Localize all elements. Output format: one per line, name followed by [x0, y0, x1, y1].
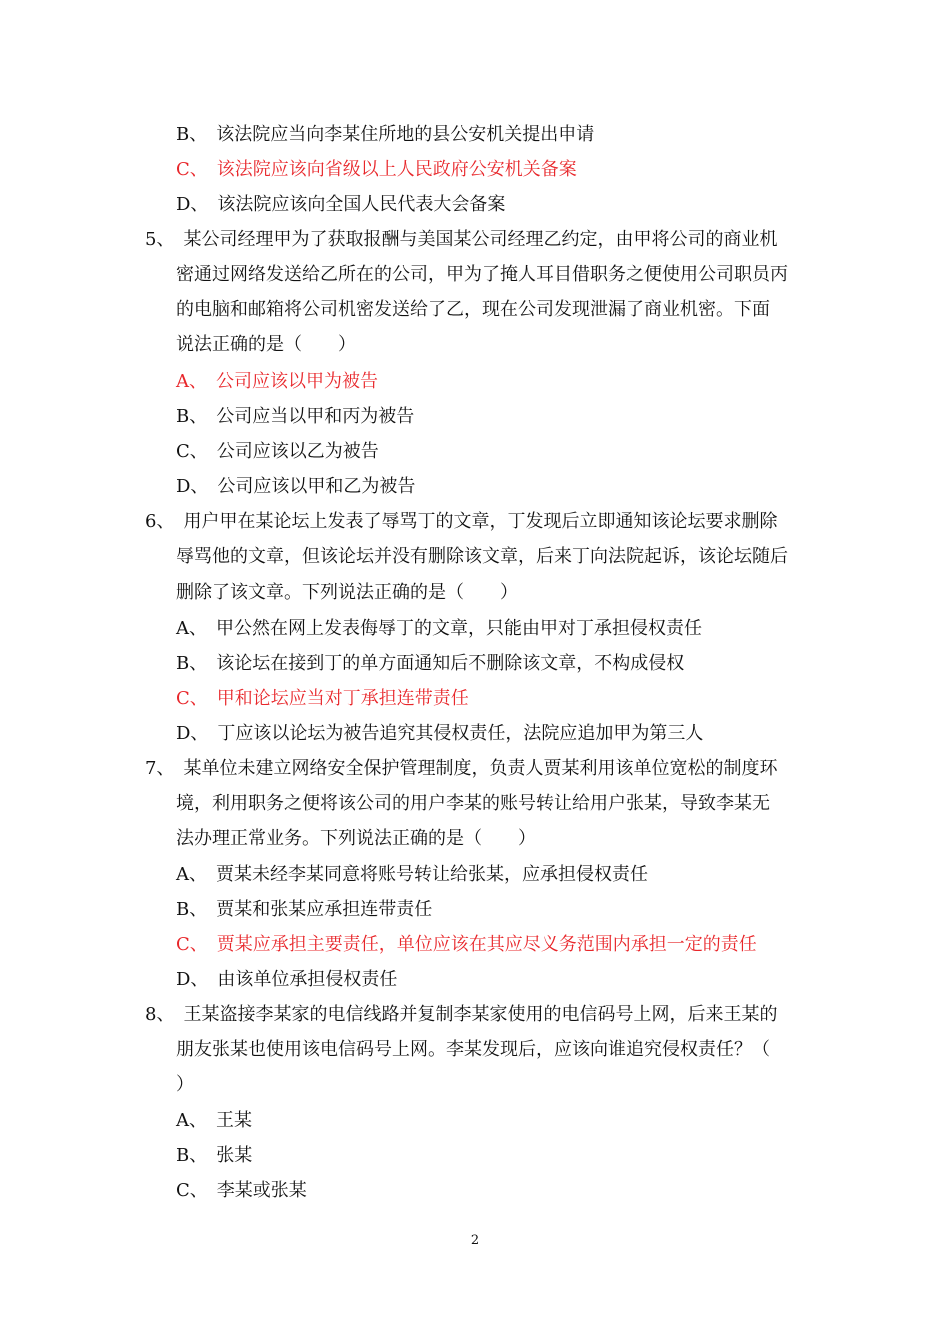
- text-line: 法办理正常业务。下列说法正确的是（ ）: [176, 828, 536, 849]
- text-line: C、 公司应该以乙为被告: [176, 441, 379, 462]
- text-line: 境，利用职务之便将该公司的用户李某的账号转让给用户张某，导致李某无: [176, 793, 770, 814]
- text-line: D、 公司应该以甲和乙为被告: [176, 476, 416, 497]
- text-line: C、 李某或张某: [176, 1180, 307, 1201]
- text-line: ）: [176, 1074, 194, 1095]
- answer-line-highlighted: C、 甲和论坛应当对丁承担连带责任: [176, 688, 469, 709]
- text-line: 8、 王某盗接李某家的电信线路并复制李某家使用的电信码号上网，后来王某的: [145, 1004, 778, 1025]
- text-line: 删除了该文章。下列说法正确的是（ ）: [176, 582, 518, 603]
- text-line: 5、 某公司经理甲为了获取报酬与美国某公司经理乙约定，由甲将公司的商业机: [145, 229, 778, 250]
- text-line: B、 该论坛在接到丁的单方面通知后不删除该文章，不构成侵权: [176, 653, 685, 674]
- text-line: 7、 某单位未建立网络安全保护管理制度，负责人贾某利用该单位宽松的制度环: [145, 758, 778, 779]
- text-line: A、 王某: [176, 1110, 252, 1131]
- text-line: 密通过网络发送给乙所在的公司，甲为了掩人耳目借职务之便使用公司职员丙: [176, 264, 788, 285]
- text-line: D、 由该单位承担侵权责任: [176, 969, 398, 990]
- text-line: 的电脑和邮箱将公司机密发送给了乙，现在公司发现泄漏了商业机密。下面: [176, 299, 770, 320]
- page-number: 2: [470, 1233, 480, 1248]
- answer-line-highlighted: A、 公司应该以甲为被告: [176, 371, 378, 392]
- text-line: B、 公司应当以甲和丙为被告: [176, 406, 415, 427]
- text-line: 朋友张某也使用该电信码号上网。李某发现后，应该向谁追究侵权责任？（: [176, 1039, 770, 1060]
- text-line: A、 甲公然在网上发表侮辱丁的文章，只能由甲对丁承担侵权责任: [176, 618, 702, 639]
- text-line: 6、 用户甲在某论坛上发表了辱骂丁的文章，丁发现后立即通知该论坛要求删除: [145, 511, 778, 532]
- answer-line-highlighted: C、 贾某应承担主要责任，单位应该在其应尽义务范围内承担一定的责任: [176, 934, 757, 955]
- text-line: B、 张某: [176, 1145, 253, 1166]
- answer-line-highlighted: C、 该法院应该向省级以上人民政府公安机关备案: [176, 159, 577, 180]
- text-line: D、 丁应该以论坛为被告追究其侵权责任，法院应追加甲为第三人: [176, 723, 704, 744]
- text-line: 说法正确的是（ ）: [176, 334, 356, 355]
- text-line: A、 贾某未经李某同意将账号转让给张某，应承担侵权责任: [176, 864, 648, 885]
- text-line: D、 该法院应该向全国人民代表大会备案: [176, 194, 506, 215]
- text-line: B、 该法院应当向李某住所地的县公安机关提出申请: [176, 124, 595, 145]
- text-line: 辱骂他的文章，但该论坛并没有删除该文章，后来丁向法院起诉，该论坛随后: [176, 546, 788, 567]
- text-line: B、 贾某和张某应承担连带责任: [176, 899, 433, 920]
